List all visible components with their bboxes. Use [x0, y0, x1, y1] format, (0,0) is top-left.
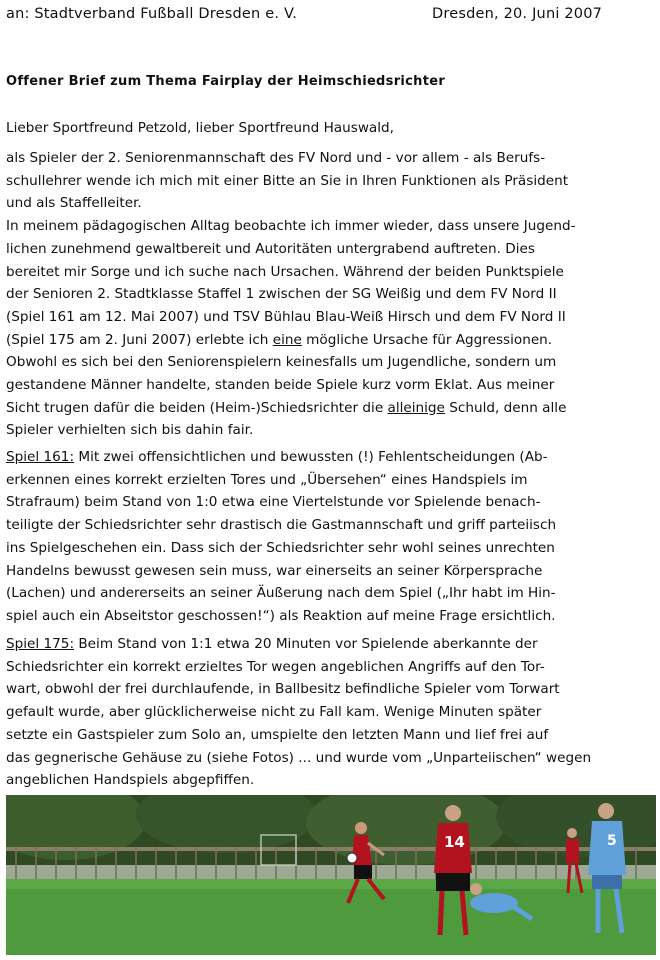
text-line: ins Spielgeschehen ein. Dass sich der Schiedsrichter sehr wohl seines unrechten	[6, 539, 555, 556]
grass-field	[6, 879, 656, 955]
text-line: teiligte der Schiedsrichter sehr drastisch die Gastmannschaft und griff parteiisch	[6, 517, 557, 534]
text-line: wart, obwohl der frei durchlaufende, in Ballbesitz befindliche Spieler vom Torwart	[6, 681, 560, 698]
fence-mesh	[6, 865, 656, 881]
grass-band	[6, 879, 656, 889]
text-line	[6, 446, 628, 469]
jersey-number: 5	[607, 833, 617, 849]
text-segment: Mit zwei offensichtlichen und bewussten (!) Fehlentscheidungen (Ab-	[74, 449, 548, 465]
letter-subject: Offener Brief zum Thema Fairplay der Heimschiedsrichter	[6, 74, 446, 89]
recipient-line: an: Stadtverband Fußball Dresden e. V.	[6, 6, 298, 22]
text-segment: mögliche Ursache für Aggressionen.	[301, 331, 553, 348]
match-photo	[6, 795, 656, 955]
text-line: In meinem pädagogischen Alltag beobachte ich immer wieder, dass unsere Jugend-	[6, 218, 576, 235]
text-segment: Schuld, denn alle	[444, 399, 567, 416]
text-line: das gegnerische Gehäuse zu (siehe Fotos) ... und wurde vom „Unparteiischen“ wegen	[6, 749, 592, 766]
text-line: und als Staffelleiter.	[6, 195, 142, 212]
underlined-word: alleinige	[387, 399, 445, 416]
text-line: Strafraum) beim Stand von 1:0 etwa eine Viertelstunde vor Spielende benach-	[6, 494, 541, 511]
fence-rail	[6, 847, 656, 851]
text-line: schullehrer wende ich mich mit einer Bitte an Sie in Ihren Funktionen als Präsident	[6, 172, 569, 189]
text-segment: Beim Stand von 1:1 etwa 20 Minuten vor Spielende aberkannte der	[74, 636, 538, 652]
text-line: Obwohl es sich bei den Seniorenspielern keinesfalls um Jugendliche, sondern um	[6, 354, 557, 371]
text-segment: (Spiel 175 am 2. Juni 2007) erlebte ich	[6, 331, 273, 348]
football	[347, 853, 357, 863]
salutation-text: Lieber Sportfreund Petzold, lieber Sportfreund Hauswald,	[6, 120, 394, 136]
text-line	[6, 633, 628, 656]
text-line: der Senioren 2. Stadtklasse Staffel 1 zwischen der SG Weißig und dem FV Nord II	[6, 286, 557, 303]
paragraph-spiel-161	[6, 446, 628, 628]
text-line: angeblichen Handspiels abgepfiffen.	[6, 772, 255, 789]
underlined-word: eine	[272, 331, 302, 348]
match-label: Spiel 161:	[6, 449, 75, 465]
text-line: gefault wurde, aber glücklicherweise nicht zu Fall kam. Wenige Minuten später	[6, 704, 542, 721]
text-line: setzte ein Gastspieler zum Solo an, umspielte den letzten Mann und lief frei auf	[6, 726, 549, 743]
text-line	[6, 329, 628, 352]
text-line: erkennen eines korrekt erzielten Tores und „Übersehen“ eines Handspiels im	[6, 471, 528, 488]
salutation	[6, 117, 628, 140]
text-line: als Spieler der 2. Seniorenmannschaft des FV Nord und - vor allem - als Berufs-	[6, 150, 546, 166]
jersey-number: 14	[444, 833, 465, 851]
match-label: Spiel 175:	[6, 636, 75, 652]
text-line: Handelns bewusst gewesen sein muss, war einerseits an seiner Körpersprache	[6, 562, 543, 579]
text-line	[6, 397, 628, 420]
place-date-line: Dresden, 20. Juni 2007	[432, 6, 603, 22]
text-line: Schiedsrichter ein korrekt erzieltes Tor wegen angeblichen Angriffs auf den Tor-	[6, 658, 545, 675]
text-line: gestandene Männer handelte, standen beide Spiele kurz vorm Eklat. Aus meiner	[6, 377, 555, 394]
text-line: (Spiel 161 am 12. Mai 2007) und TSV Bühlau Blau-Weiß Hirsch und dem FV Nord II	[6, 308, 566, 325]
paragraph-spiel-175	[6, 633, 628, 792]
text-line: bereitet mir Sorge und ich suche nach Ursachen. Während der beiden Punktspiele	[6, 263, 564, 280]
text-segment: Sicht trugen dafür die beiden (Heim-)Schiedsrichter die	[6, 399, 388, 416]
text-line: (Lachen) und andererseits an seiner Äußerung nach dem Spiel („Ihr habt im Hin-	[6, 585, 556, 602]
text-line: lichen zunehmend gewaltbereit und Autoritäten untergrabend auftreten. Dies	[6, 240, 535, 257]
text-line: spiel auch ein Abseitstor geschossen!“) als Reaktion auf meine Frage ersichtlich.	[6, 607, 556, 624]
paragraph-intro	[6, 147, 628, 442]
text-line: Spieler verhielten sich bis dahin fair.	[6, 422, 254, 439]
